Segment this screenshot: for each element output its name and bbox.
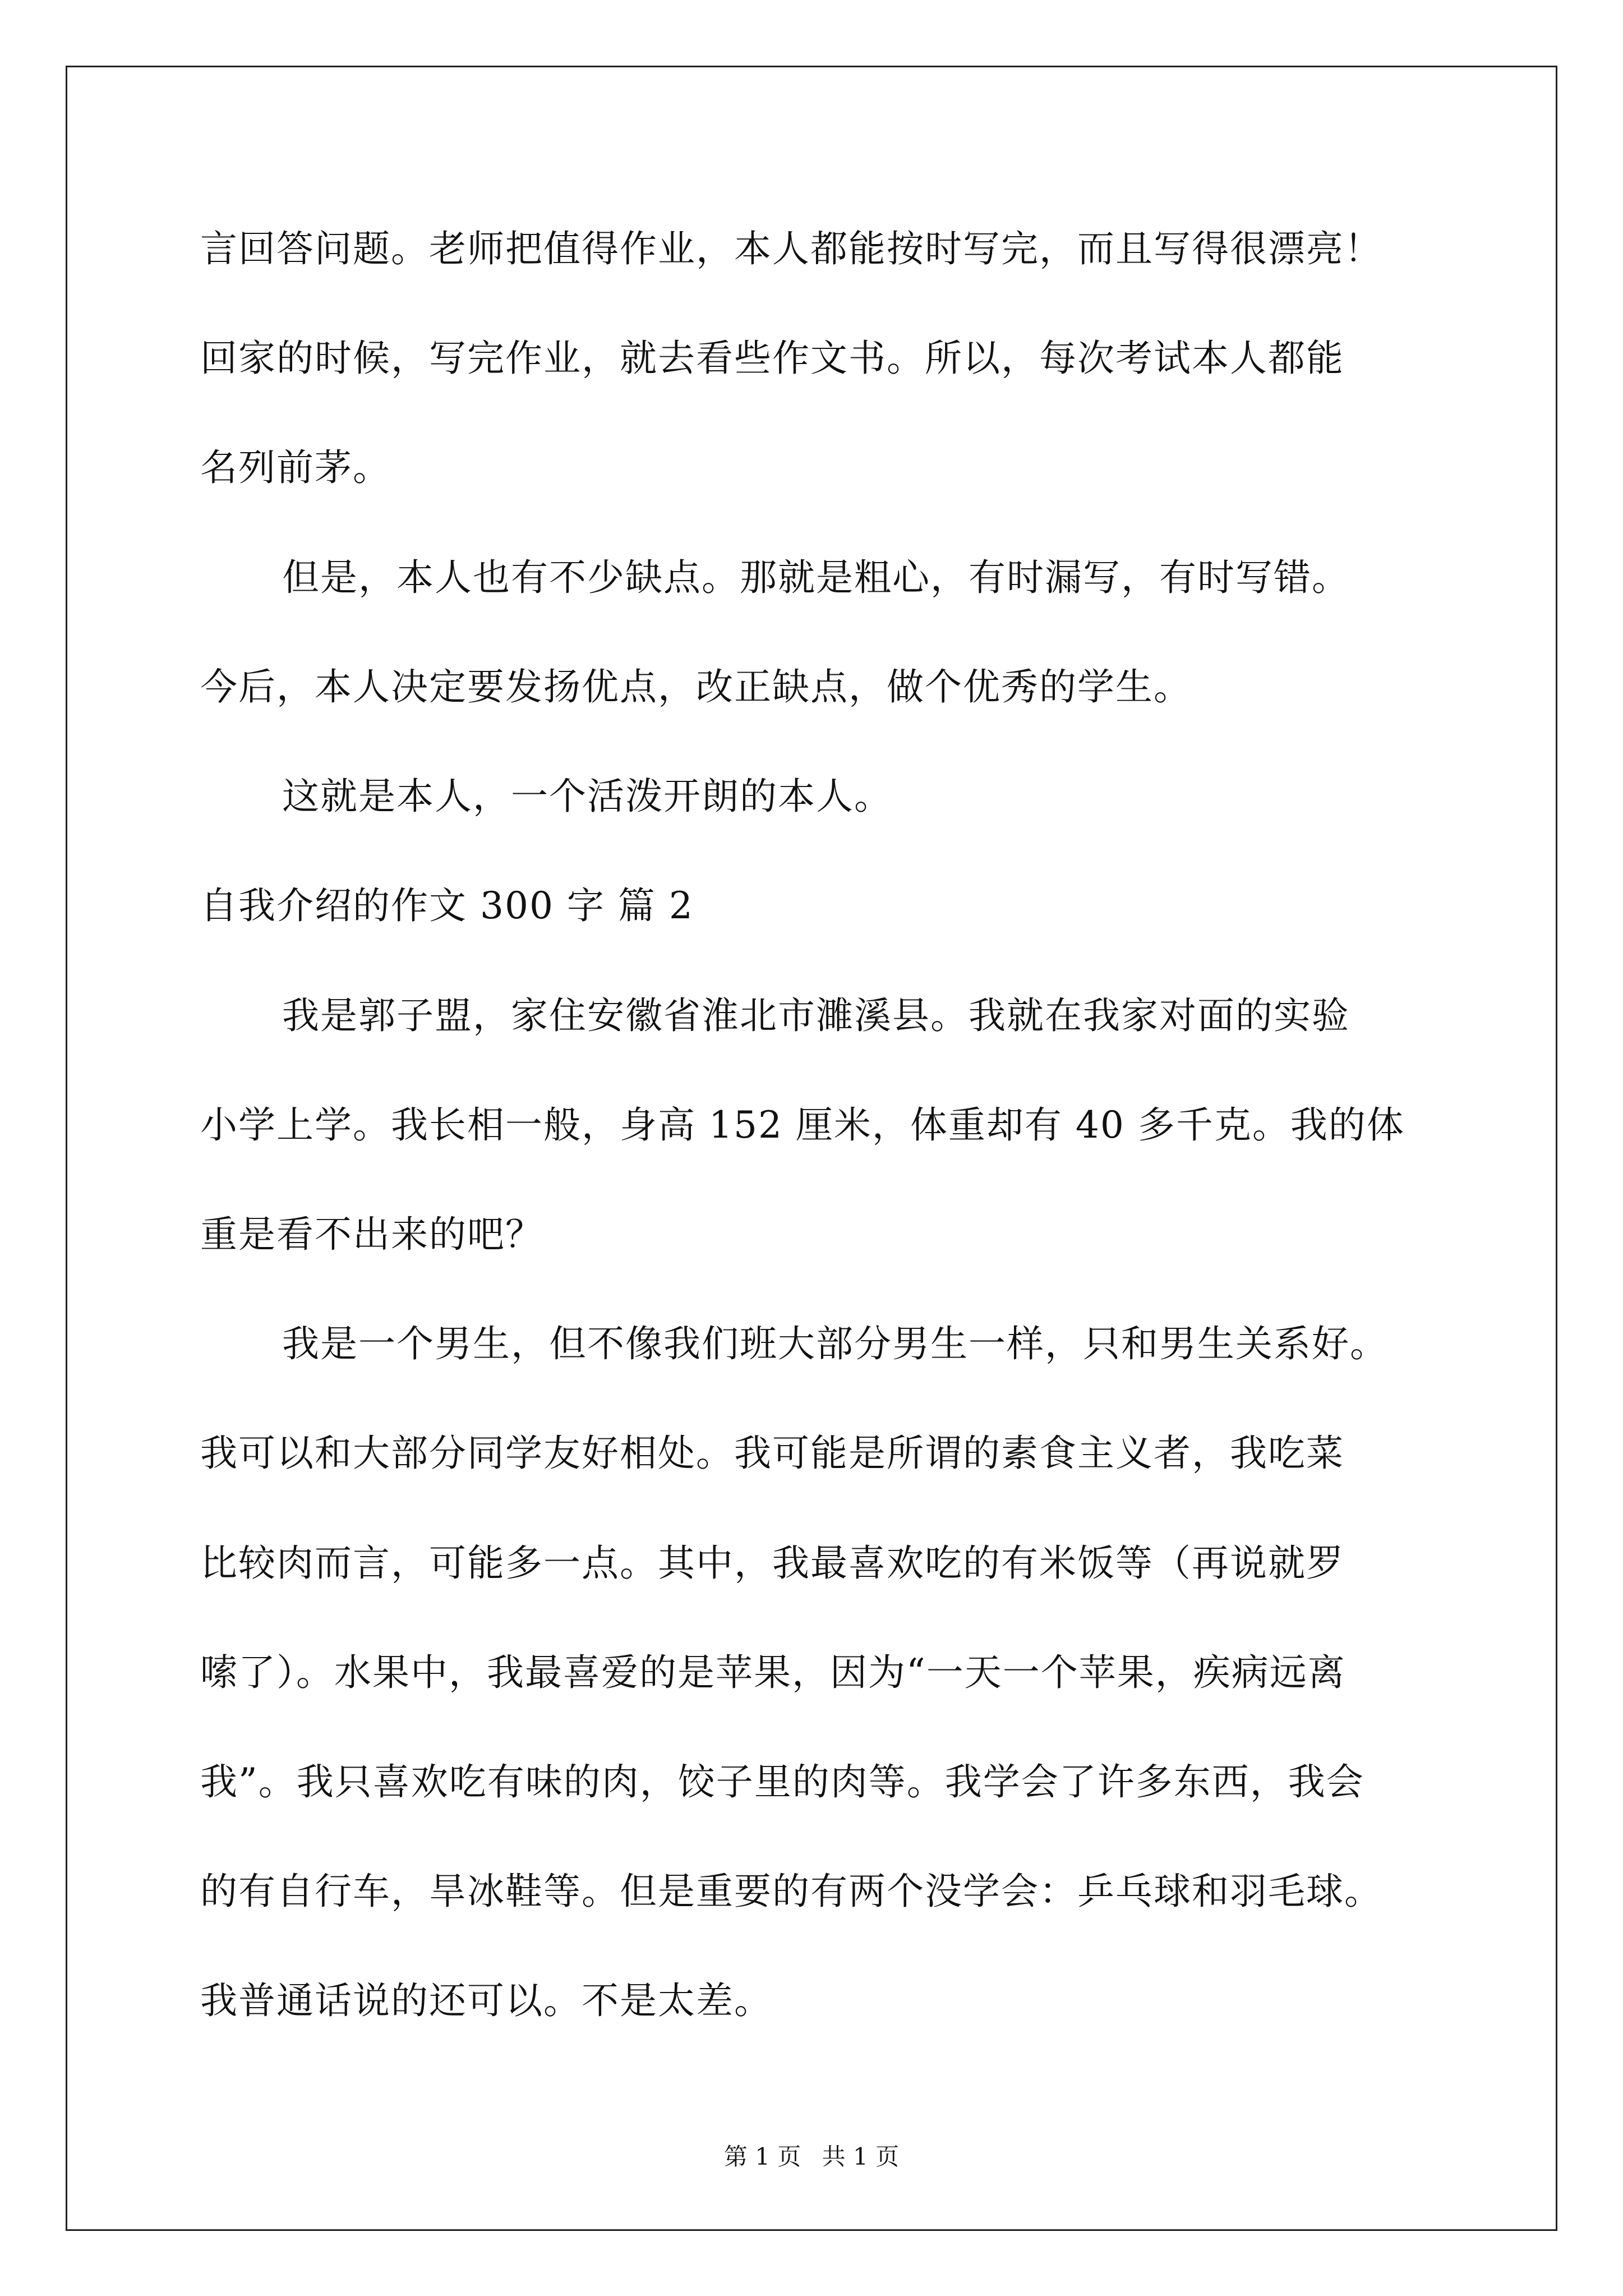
text-line: 这就是本人，一个活泼开朗的本人。	[282, 775, 892, 818]
text-line: 的有自行车，旱冰鞋等。但是重要的有两个没学会：乒乓球和羽毛球。	[200, 1870, 1382, 1913]
text-line: 名列前茅。	[200, 446, 391, 489]
text-line: 我”。我只喜欢吃有味的肉，饺子里的肉等。我学会了许多东西，我会	[200, 1760, 1364, 1803]
text-line: 今后，本人决定要发扬优点，改正缺点，做个优秀的学生。	[200, 665, 1192, 708]
page-total: 共 1 页	[822, 2143, 900, 2170]
text-line: 小学上学。我长相一般，身高 152 厘米，体重却有 40 多千克。我的体	[200, 1103, 1405, 1147]
text-line: 重是看不出来的吧？	[200, 1213, 543, 1256]
text-line: 回家的时候，写完作业，就去看些作文书。所以，每次考试本人都能	[200, 337, 1344, 380]
page-footer	[0, 2143, 1623, 2171]
text-line: 言回答问题。老师把值得作业，本人都能按时写完，而且写得很漂亮！	[200, 227, 1382, 270]
text-line: 但是，本人也有不少缺点。那就是粗心，有时漏写，有时写错。	[282, 556, 1350, 599]
section-heading: 自我介绍的作文 300 字 篇 2	[200, 884, 694, 927]
text-line: 嗦了）。水果中，我最喜爱的是苹果，因为“一天一个苹果，疾病远离	[200, 1651, 1346, 1694]
text-line: 我可以和大部分同学友好相处。我可能是所谓的素食主义者，我吃菜	[200, 1432, 1344, 1475]
text-line: 比较肉而言，可能多一点。其中，我最喜欢吃的有米饭等（再说就罗	[200, 1542, 1344, 1585]
text-line: 我是一个男生，但不像我们班大部分男生一样，只和男生关系好。	[282, 1322, 1388, 1365]
text-line: 我普通话说的还可以。不是太差。	[200, 1979, 772, 2022]
text-line: 我是郭子盟，家住安徽省淮北市濉溪县。我就在我家对面的实验	[282, 994, 1350, 1037]
page-number: 第 1 页	[723, 2143, 801, 2170]
